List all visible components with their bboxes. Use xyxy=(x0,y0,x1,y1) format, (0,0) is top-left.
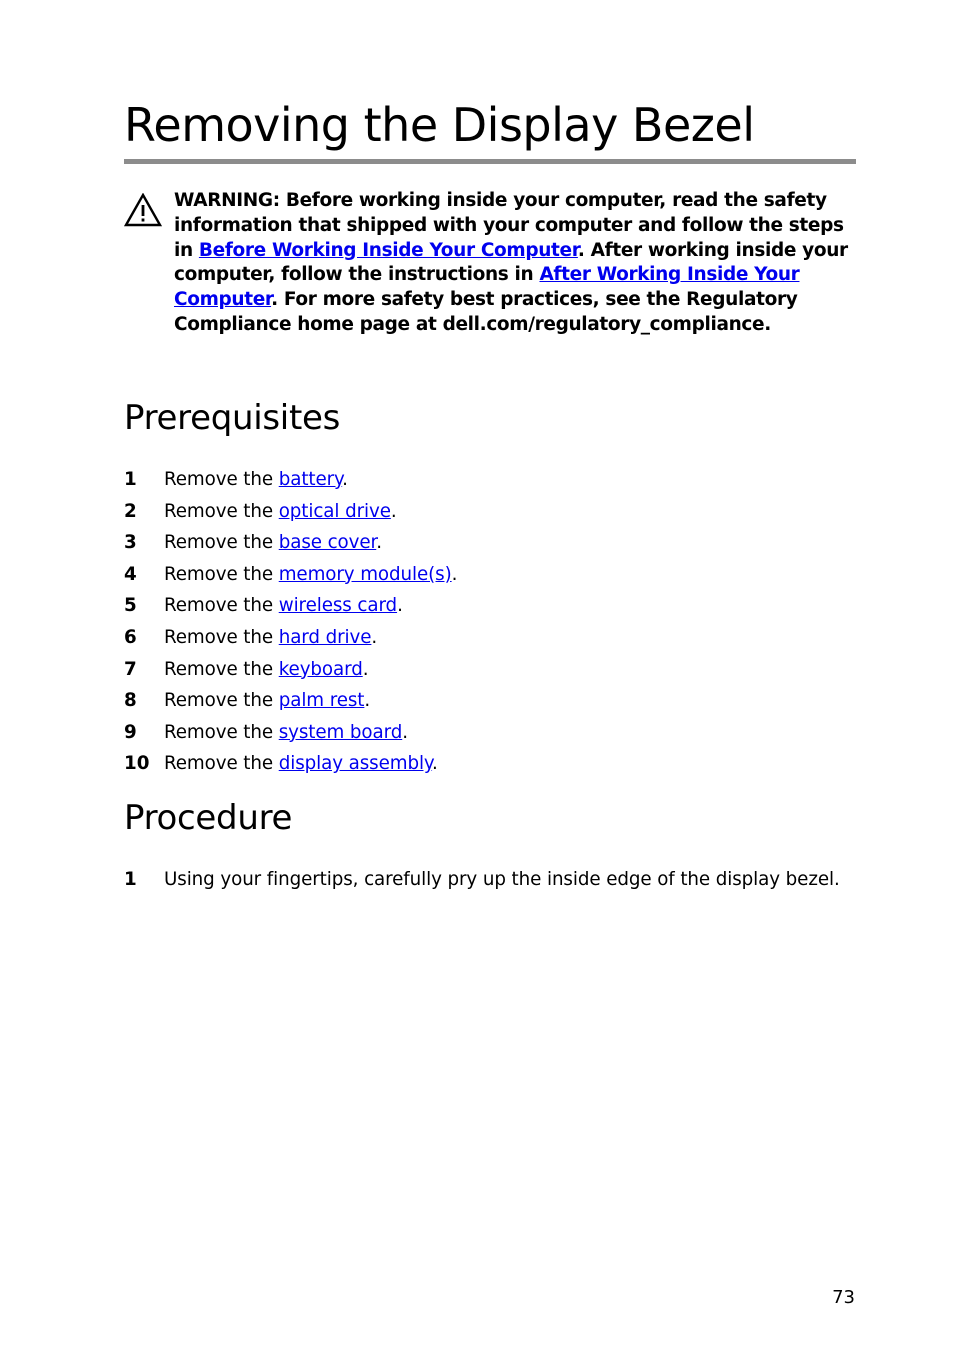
memory-modules-link[interactable]: memory module(s) xyxy=(278,563,452,585)
step-text: Remove the system board. xyxy=(164,721,408,743)
system-board-link[interactable]: system board xyxy=(278,721,403,743)
display-assembly-link[interactable]: display assembly xyxy=(278,753,433,775)
title-divider xyxy=(124,159,856,164)
palm-rest-link[interactable]: palm rest xyxy=(278,690,365,712)
warning-text-part: . After working inside your computer, follow the instructions in xyxy=(174,239,848,286)
step-number: 3 xyxy=(124,532,137,554)
list-item xyxy=(124,501,856,533)
step-number: 2 xyxy=(124,500,137,522)
battery-link[interactable]: battery xyxy=(278,469,343,490)
list-item xyxy=(124,753,856,785)
wireless-card-link[interactable]: wireless card xyxy=(278,595,398,617)
page-number: 73 xyxy=(832,1287,855,1308)
step-text: Remove the base cover. xyxy=(164,532,382,554)
keyboard-link[interactable]: keyboard xyxy=(278,658,363,680)
list-item xyxy=(124,627,856,659)
after-working-link[interactable]: After Working Inside Your Computer xyxy=(174,264,800,311)
step-text: Remove the battery. xyxy=(164,469,348,490)
page-title: Removing the Display Bezel xyxy=(124,98,755,152)
step-text: Remove the keyboard. xyxy=(164,658,369,680)
list-item xyxy=(124,659,856,691)
warning-text xyxy=(174,189,856,338)
step-text: Using your fingertips, carefully pry up the inside edge of the display bezel. xyxy=(164,869,840,890)
step-text: Remove the hard drive. xyxy=(164,626,378,648)
list-item xyxy=(124,690,856,722)
step-text: Remove the memory module(s). xyxy=(164,563,458,585)
step-text: Remove the wireless card. xyxy=(164,595,403,617)
before-working-link[interactable]: Before Working Inside Your Computer xyxy=(198,239,578,261)
step-text: Remove the display assembly. xyxy=(164,753,438,775)
step-number: 5 xyxy=(124,595,137,617)
warning-text-part: WARNING: Before working inside your computer, read the safety information that shipped with your computer and follow the steps in xyxy=(174,190,844,261)
step-number: 9 xyxy=(124,721,137,743)
step-number: 1 xyxy=(124,869,137,890)
step-text: Remove the palm rest. xyxy=(164,690,371,712)
step-number: 4 xyxy=(124,563,137,585)
procedure-list xyxy=(124,869,856,901)
list-item xyxy=(124,595,856,627)
list-item xyxy=(124,532,856,564)
step-text: Remove the optical drive. xyxy=(164,500,397,522)
base-cover-link[interactable]: base cover xyxy=(278,532,377,554)
step-number: 6 xyxy=(124,626,137,648)
prerequisites-heading: Prerequisites xyxy=(124,398,341,438)
step-number: 8 xyxy=(124,690,137,712)
list-item xyxy=(124,469,856,501)
step-number: 1 xyxy=(124,469,137,490)
list-item xyxy=(124,869,856,901)
warning-triangle-icon xyxy=(124,193,162,227)
step-number: 10 xyxy=(124,753,150,775)
step-number: 7 xyxy=(124,658,137,680)
optical-drive-link[interactable]: optical drive xyxy=(278,500,391,522)
hard-drive-link[interactable]: hard drive xyxy=(278,626,372,648)
prerequisites-list xyxy=(124,469,856,785)
procedure-heading: Procedure xyxy=(124,798,293,838)
warning-text-part: . For more safety best practices, see the Regulatory Compliance home page at dell.com/regulatory_compliance. xyxy=(174,289,798,335)
list-item xyxy=(124,722,856,754)
list-item xyxy=(124,564,856,596)
